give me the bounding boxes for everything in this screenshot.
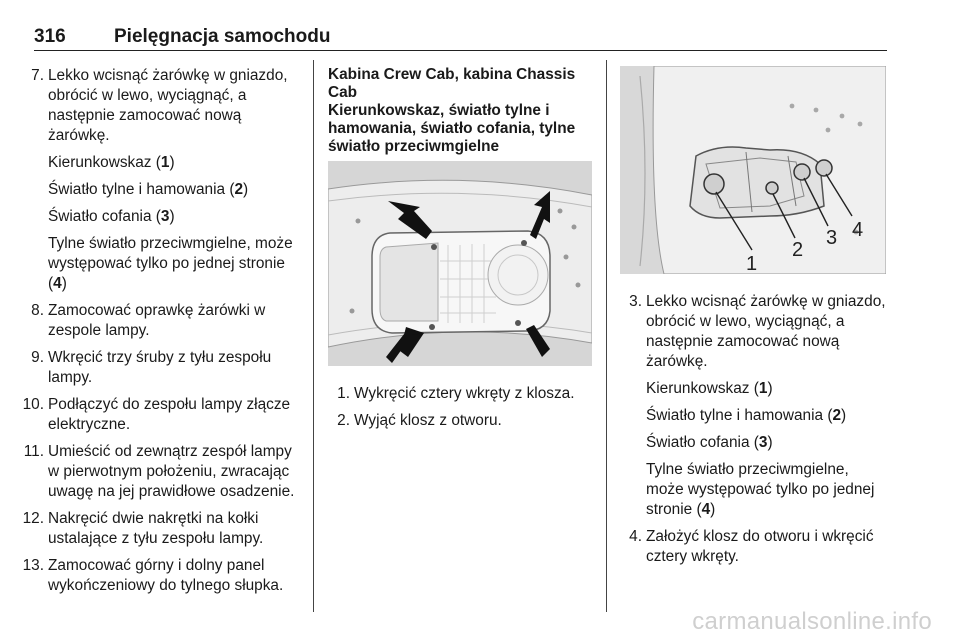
bulb-ref-turn-signal: Kierunkowskaz (1) (48, 154, 175, 171)
figure-label-3: 3 (826, 227, 838, 249)
step-9: 9. Wkręcić trzy śruby z tyłu zespołu lampy. (31, 349, 272, 386)
figure-label-4: 4 (852, 219, 864, 241)
step-10: 10. Podłączyć do zespołu lampy złącze elektryczne. (22, 396, 291, 433)
right-bulb-ref-fog: Tylne światło przeciwmgielne, może występować tylko po jednej stronie (4) (646, 461, 875, 518)
figure-label-2: 2 (792, 239, 804, 261)
figure-label-1: 1 (746, 253, 758, 274)
chapter-title: Pielęgnacja samochodu (114, 26, 331, 47)
subsection-heading: Kierunkowskaz, światło tylne i hamowania, światło cofania, tylne światło przeciwmgielne (328, 102, 576, 155)
left-column (22, 66, 306, 603)
mid-step-2: 2. Wyjąć klosz z otworu. (337, 412, 502, 429)
right-step-3: 3. Lekko wcisnąć żarówkę w gniazdo, obrócić w lewo, wyciągnąć, a następnie zamocować nową żarówkę. (629, 293, 886, 370)
right-bulb-ref-turn-signal: Kierunkowskaz (1) (646, 380, 773, 397)
bulb-ref-fog: Tylne światło przeciwmgielne, może występować tylko po jednej stronie (4) (48, 235, 293, 292)
step-number: 7. (31, 67, 44, 84)
right-bulb-ref-tail-brake: Światło tylne i hamowania (2) (646, 407, 847, 424)
step-13: 13. Zamocować górny i dolny panel wykończeniowy do tylnego słupka. (22, 557, 284, 594)
bulb-ref-tail-brake: Światło tylne i hamowania (2) (48, 181, 249, 198)
middle-column (328, 66, 596, 438)
step-7 (22, 66, 306, 146)
column-divider-left (313, 60, 314, 612)
page-header (34, 22, 887, 51)
step-text: Lekko wcisnąć żarówkę w gniazdo, obrócić w lewo, wyciągnąć, a następnie zamocować nową żarówkę. (48, 67, 288, 144)
step-12: 12. Nakręcić dwie nakrętki na kołki ustalające z tyłu zespołu lampy. (22, 510, 264, 547)
section-heading: Kabina Crew Cab, kabina Chassis Cab (328, 66, 576, 101)
column-divider-right (606, 60, 607, 612)
step-8: 8. Zamocować oprawkę żarówki w zespole lampy. (31, 302, 266, 339)
step-11: 11. Umieścić od zewnątrz zespół lampy w pierwotnym położeniu, zwracając uwagę na jej prawidłowe osadzenie. (23, 443, 295, 500)
watermark: carmanualsonline.info (692, 608, 932, 635)
right-bulb-ref-reverse: Światło cofania (3) (646, 434, 773, 451)
bulb-holder-figure (620, 66, 886, 274)
lamp-screws-figure (328, 161, 592, 366)
right-step-4: 4. Założyć klosz do otworu i wkręcić cztery wkręty. (629, 528, 874, 565)
right-column (620, 66, 888, 574)
bulb-ref-reverse: Światło cofania (3) (48, 208, 175, 225)
mid-step-1: 1. Wykręcić cztery wkręty z klosza. (337, 385, 575, 402)
page-number: 316 (34, 26, 66, 47)
